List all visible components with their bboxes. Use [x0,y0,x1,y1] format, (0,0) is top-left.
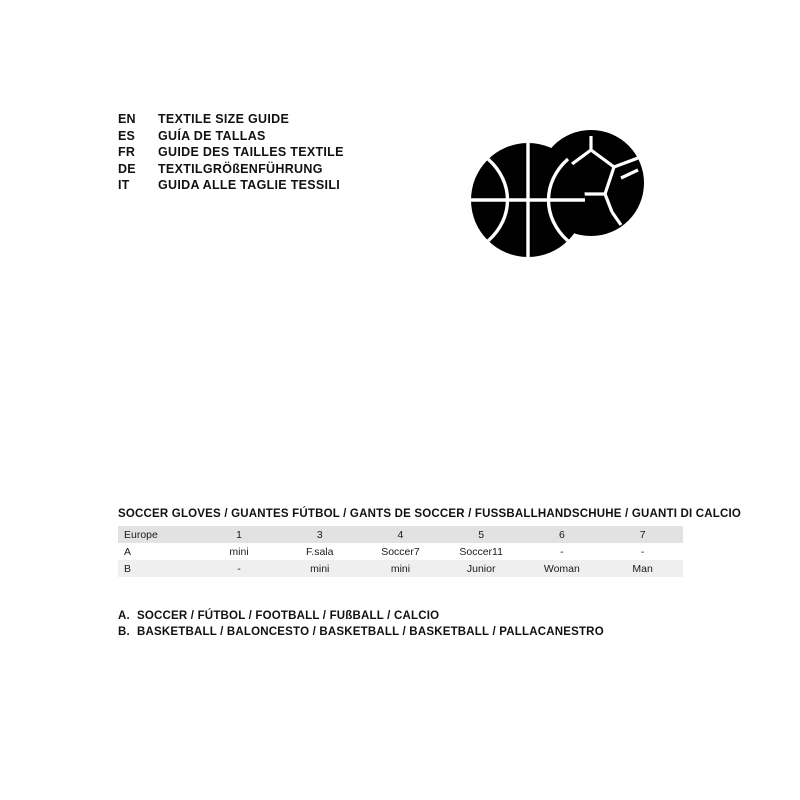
language-code-de: DE [118,161,136,176]
table-cell-a-7: - [602,543,683,560]
table-header-row [118,526,683,543]
table-cell-b-7: Man [602,560,683,577]
table-header-7: 7 [602,526,683,543]
table-header-6: 6 [522,526,603,543]
legend-block [118,608,638,640]
table-header-3: 3 [279,526,360,543]
table-header-europe: Europe [118,526,199,543]
table-cell-b-1: - [199,560,280,577]
table-header-4: 4 [360,526,441,543]
table-cell-b-3: mini [279,560,360,577]
basketball-icon [471,143,585,257]
table-header-5: 5 [441,526,522,543]
legend-line-b [118,624,638,640]
language-title-it: GUIDA ALLE TAGLIE TESSILI [158,178,341,192]
legend-key-b: B. [118,626,130,638]
table-row [118,543,683,560]
language-code-en: EN [118,112,136,126]
table-cell-a-5: Soccer11 [441,543,522,560]
table-cell-b-5: Junior [441,560,522,577]
size-table-caption: SOCCER GLOVES / GUANTES FÚTBOL / GANTS DE SOCCER / FUSSBALLHANDSCHUHE / GUANTI DI CALCIO [118,508,742,520]
table-row-key-b: B [118,560,199,577]
table-row-key-a: A [118,543,199,560]
table-cell-a-3: F.sala [279,543,360,560]
table-cell-a-1: mini [199,543,280,560]
table-row [118,560,683,577]
table-cell-b-6: Woman [522,560,603,577]
legend-line-a [118,608,638,624]
language-title-de: TEXTILGRÖßENFÜHRUNG [158,161,323,176]
language-title-en: TEXTILE SIZE GUIDE [158,112,290,126]
table-cell-a-4: Soccer7 [360,543,441,560]
basketball-and-soccer-ball-illustration [466,130,656,265]
language-title-fr: GUIDE DES TAILLES TEXTILE [158,145,344,159]
language-title-es: GUÍA DE TALLAS [158,128,266,143]
legend-text-a: SOCCER / FÚTBOL / FOOTBALL / FUßBALL / CALCIO [137,610,440,622]
size-table [118,526,683,577]
legend-key-a: A. [118,610,130,622]
balls-icon [466,130,656,265]
language-code-es: ES [118,128,136,143]
language-code-it: IT [118,178,130,192]
language-code-fr: FR [118,145,136,159]
size-table-section [118,508,742,577]
table-header-1: 1 [199,526,280,543]
legend-text-b: BASKETBALL / BALONCESTO / BASKETBALL / BASKETBALL / PALLACANESTRO [137,626,604,638]
table-cell-a-6: - [522,543,603,560]
table-cell-b-4: mini [360,560,441,577]
language-row-en [118,112,538,129]
